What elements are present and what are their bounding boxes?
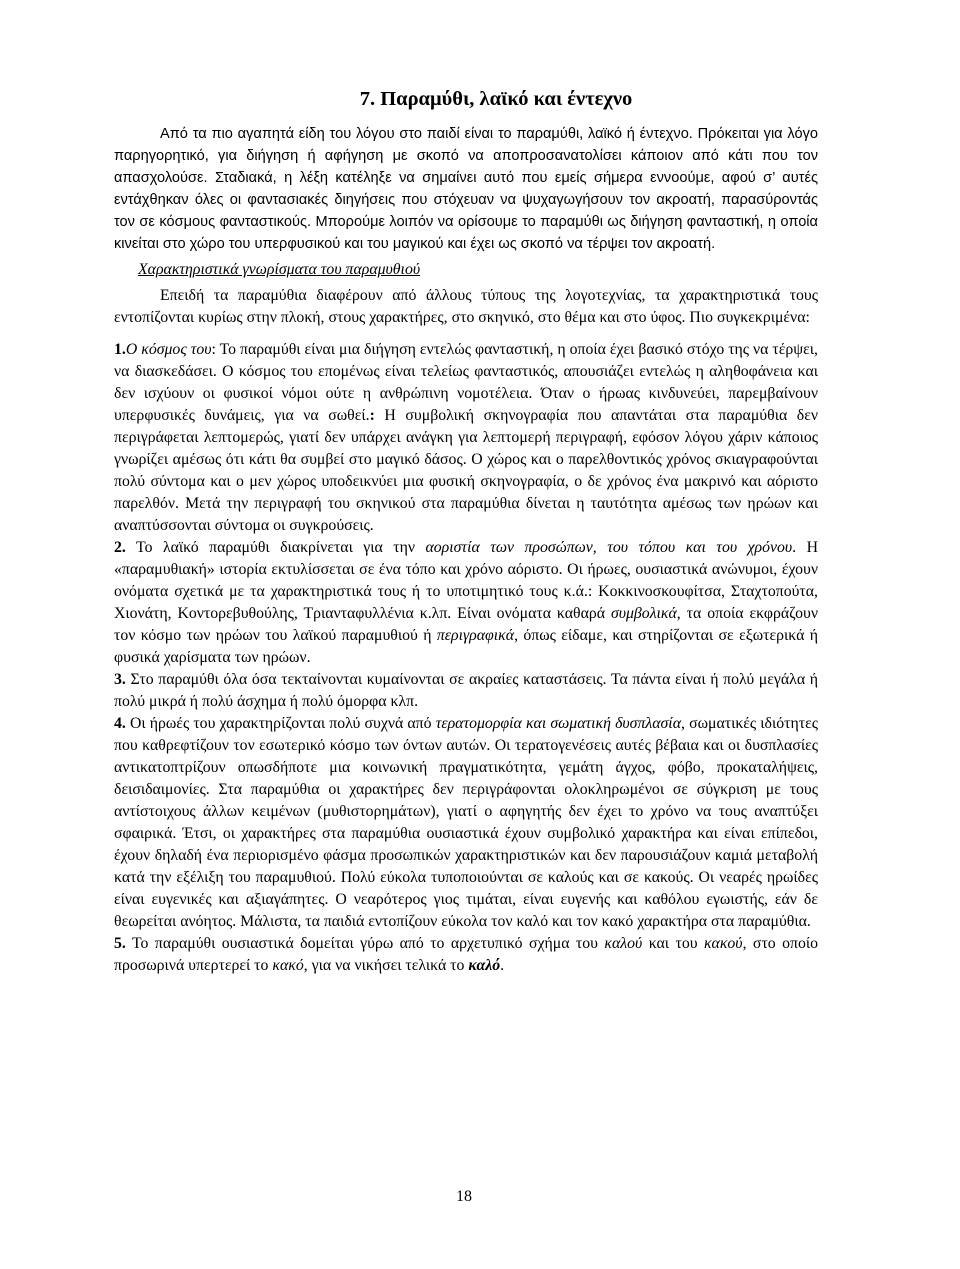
list-item-2 — [114, 537, 818, 669]
item-text: , για να νικήσει τελικά το — [303, 957, 469, 974]
item-text: . Η «παραμυθιακή» ιστορία εκτυλίσσεται σε ένα τόπο και χρόνο αόριστο. Οι ήρωες, ουσιαστικά ανώνυμοι, έχουν ονόματα σχετικά με τα χαρακτηριστικά τους ή το υποτιμητικό τους κ.ά.: Κοκκινοσκουφίτσα, Σταχτοπούτα, Χιονάτη, Κοντορεβυθούλης, Τριανταφυλλένια κ.λπ. Είναι ονόματα καθαρά — [114, 539, 818, 622]
item-emphasis: τερατομορφία και σωματική δυσπλασία — [435, 715, 681, 732]
item-number: 2. — [114, 539, 126, 556]
page-number: 18 — [456, 1188, 472, 1205]
item-emphasis: κακό — [272, 957, 304, 974]
item-text: Στο παραμύθι όλα όσα τεκταίνονται κυμαίνονται σε ακραίες καταστάσεις. Τα πάντα είναι ή πολύ μεγάλα ή πολύ μικρά ή πολύ άσχημα ή πολύ όμορφα κλπ. — [114, 671, 818, 710]
item-text: , όπως είδαμε, και στηρίζονται σε εξωτερικά ή φυσικά χαρίσματα των ηρώων. — [114, 627, 818, 666]
item-emphasis: αοριστία των προσώπων, του τόπου και του χρόνου — [425, 539, 793, 556]
item-emphasis: κακού — [703, 935, 743, 952]
item-text: Το παραμύθι ουσιαστικά δομείται γύρω από το αρχετυπικό σχήμα του — [125, 935, 605, 952]
item-emphasis: καλού — [604, 935, 643, 952]
page-title: 7. Παραμύθι, λαϊκό και έντεχνο — [359, 88, 633, 110]
item-number: 3. — [114, 671, 126, 688]
characteristics-intro: Επειδή τα παραμύθια διαφέρουν από άλλους τύπους της λογοτεχνίας, τα χαρακτηριστικά τους εντοπίζονται κυρίως στην πλοκή, στους χαρακτήρες, στο σκηνικό, στο θέμα και στο ύφος. Πιο συγκεκριμένα: — [114, 287, 818, 326]
item-text: , στο οποίο προσωρινά υπερτερεί το — [114, 935, 819, 974]
list-item-3 — [114, 669, 818, 713]
item-number: 1. — [114, 341, 126, 358]
section-subheading: Χαρακτηριστικά γνωρίσματα του παραμυθιού — [138, 261, 421, 278]
item-emphasis: περιγραφικά — [436, 627, 515, 644]
list-item-4 — [114, 713, 818, 933]
item-emphasis: συμβολικά — [610, 605, 677, 622]
item-text: . — [500, 957, 505, 974]
item-number: 5. — [114, 935, 126, 952]
item-emphasis: Ο κόσμος του — [125, 341, 212, 358]
item-text: Οι ήρωές του χαρακτηρίζονται πολύ συχνά από — [125, 715, 436, 732]
item-text: Η συμβολική σκηνογραφία που απαντάται στα παραμύθια δεν περιγράφεται λεπτομερώς, γιατί δεν υπάρχει ανάγκη για λεπτομερή περιγραφή, εφόσον λόγου χάριν κάποιος γνωρίζει αμέσως ότι κάτι θα συμβεί στο μαγικό δάσος. Ο χώρος και ο παρελθοντικός χρόνος σκιαγραφούνται πολύ σύντομα και ο μεν χώρος υποδεικνύει μια φυσική σκηνογραφία, ο δε χρόνος ένα μακρινό και αόριστο παρελθόν. Μετά την περιγραφή του σκηνικού στα παραμύθια δίνεται η ταυτότητα αμέσως των ηρώων και αναπτύσσονται σύντομα οι συγκρούσεις. — [114, 407, 818, 534]
item-bold-mark: : — [369, 407, 375, 424]
item-text: , σωματικές ιδιότητες που καθρεφτίζουν τον εσωτερικό κόσμο των όντων αυτών. Οι τερατογενέσεις αυτές βέβαια και οι δυσπλασίες αντικατοπτρίζουν οπωσδήποτε μια κοινωνική πραγματικότητα, γεμάτη άγχος, φόβο, προκαταλήψεις, δεισιδαιμονίες. Στα παραμύθια οι χαρακτήρες δεν περιγράφονται ολοκληρωμένοι σε σύγκριση με τους αντίστοιχους άλλων κειμένων (μυθιστορημάτων), γιατί ο αφηγητής δεν έχει το χρόνο να τους αναπτύξει σφαιρικά. Έτσι, οι χαρακτήρες στα παραμύθια ουσιαστικά έχουν συμβολικό χαρακτήρα και είναι επίπεδοι, έχουν δηλαδή ένα περιορισμένο φάσμα προσωπικών χαρακτηριστικών και δεν παρουσιάζουν καμιά μεταβολή κατά την εξέλιξη του παραμυθιού. Πολύ εύκολα τυποποιούνται σε καλούς και σε κακούς. Οι νεαρές ηρωίδες είναι ευγενικές και αξιαγάπητες. Ο νεαρότερος γιος τιμάται, είναι ευγενής και καθόλου εγωιστής, εάν δε θεωρείται ανόητος. Μάλιστα, τα παιδιά εντοπίζουν εύκολα τον καλό και τον κακό χαρακτήρα στα παραμύθια. — [114, 715, 818, 930]
item-number: 4. — [114, 715, 126, 732]
document-page — [114, 88, 818, 977]
list-item-5 — [114, 933, 818, 977]
item-text: Το λαϊκό παραμύθι διακρίνεται για την — [125, 539, 426, 556]
item-text: : Το παραμύθι είναι μια διήγηση εντελώς φανταστική, η οποία έχει βασικό στόχο της να τέρψει, να διασκεδάσει. Ο κόσμος του επομένως είναι τελείως φανταστικός, απουσιάζει εντελώς η αληθοφάνεια και δεν ισχύουν οι φυσικοί νόμοι ούτε η ανθρώπινη νομοτέλεια. Όταν ο ήρωας κινδυνεύει, παρεμβαίνουν υπερφυσικές δυνάμεις, για να σωθεί. — [114, 341, 818, 424]
intro-paragraph: Από τα πιο αγαπητά είδη του λόγου στο παιδί είναι το παραμύθι, λαϊκό ή έντεχνο. Πρόκειται για λόγο παρηγορητικό, για διήγηση ή αφήγηση με σκοπό να αποπροσανατολίσει κάποιον από κάτι που τον απασχολούσε. Σταδιακά, η λέξη κατέληξε να σημαίνει αυτό που εμείς σήμερα εννοούμε, αφού σ’ αυτές εντάχθηκαν όλες οι φαντασιακές διηγήσεις που στόχευαν να ψυχαγωγήσουν τον ακροατή, παρασύροντάς τον σε κόσμους φανταστικούς. Μπορούμε λοιπόν να ορίσουμε το παραμύθι ως διήγηση φανταστική, η οποία κινείται στο χώρο του υπερφυσικού και του μαγικού και έχει ως σκοπό να τέρψει τον ακροατή. — [114, 126, 818, 252]
item-text: , τα οποία εκφράζουν τον κόσμο των ηρώων του λαϊκού παραμυθιού ή — [114, 605, 818, 644]
item-emphasis: καλό — [468, 957, 501, 974]
list-item-1 — [114, 339, 818, 537]
item-text: και του — [642, 935, 704, 952]
